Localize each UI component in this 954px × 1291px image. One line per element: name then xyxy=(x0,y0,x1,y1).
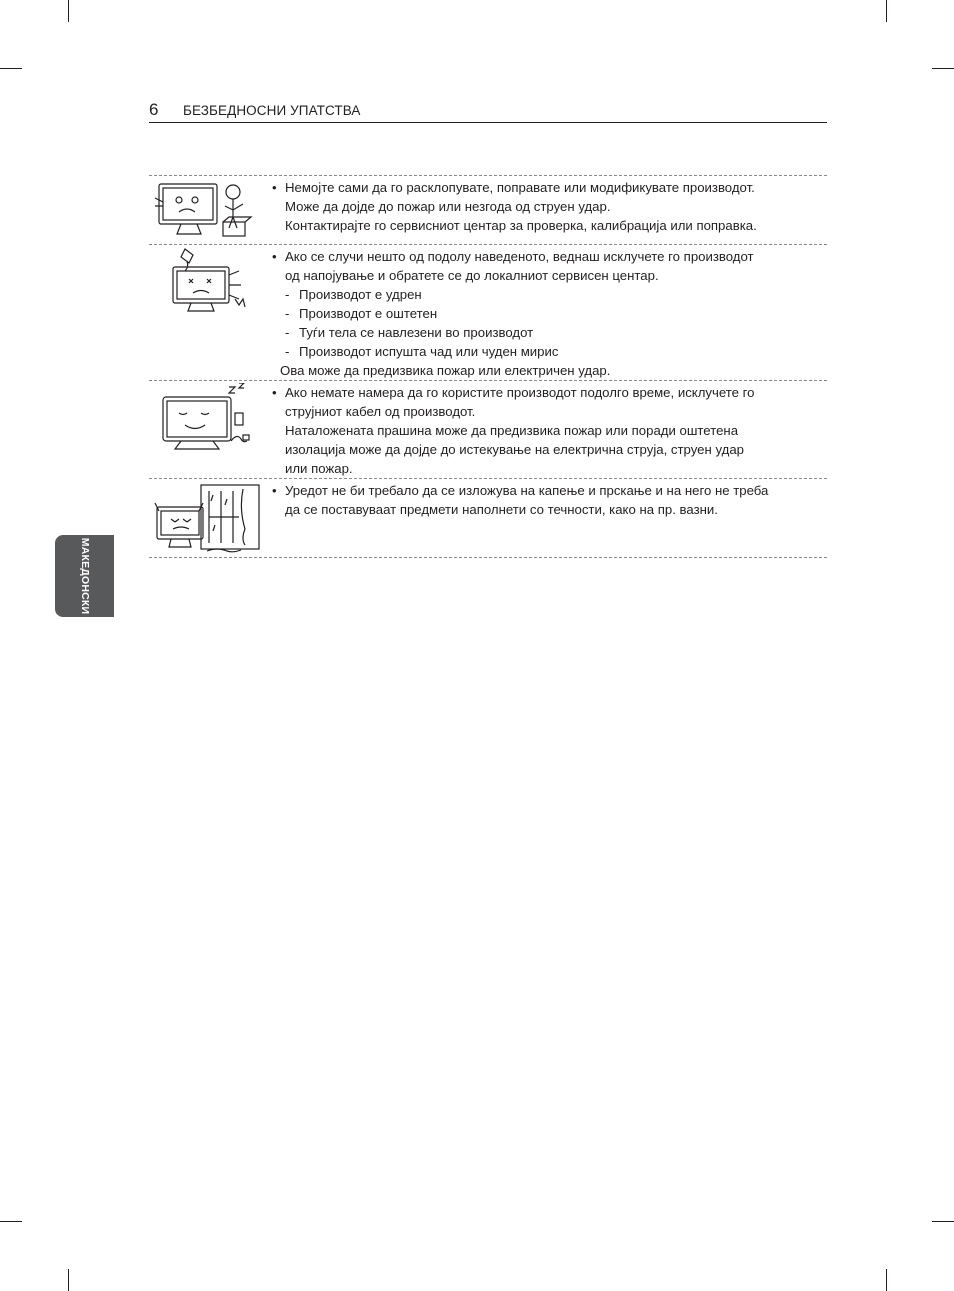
damaged-tv-icon xyxy=(151,247,261,317)
warning-row xyxy=(149,245,827,381)
warning-sub-item: - Туѓи тела се навлезени во производот xyxy=(270,323,827,342)
page-header xyxy=(149,100,827,123)
crop-mark xyxy=(68,1269,69,1291)
warning-row xyxy=(149,381,827,479)
warning-note: Ова може да предизвика пожар или електричен удар. xyxy=(280,363,611,378)
language-tab xyxy=(55,535,114,617)
page-title: БЕЗБЕДНОСНИ УПАТСТВА xyxy=(183,103,361,118)
tv-near-window-rain-icon xyxy=(151,481,261,555)
crop-mark xyxy=(68,0,69,22)
warning-line: Може да дојде до пожар или незгода од струен удар. xyxy=(285,199,611,214)
page-number: 6 xyxy=(149,100,159,119)
warning-line: од напојување и обратете се до локалниот сервисен центар. xyxy=(285,268,659,283)
warning-bullet: • Немојте сами да го расклопувате, поправате или модификувате производот. xyxy=(270,178,827,197)
warning-row xyxy=(149,176,827,245)
warning-line: Наталожената прашина може да предизвика пожар или поради оштетена xyxy=(285,423,739,438)
warning-sub-item: - Производот е оштетен xyxy=(270,304,827,323)
warning-sub-item: - Производот е удрен xyxy=(270,285,827,304)
warning-line: или пожар. xyxy=(285,461,353,476)
warning-line: струјниот кабел од производот. xyxy=(285,404,476,419)
crop-mark xyxy=(932,68,954,69)
warning-bullet: • Уредот не би требало да се изложува на капење и прскање и на него не треба xyxy=(270,481,827,500)
warning-line: да се поставуваат предмети наполнети со течности, како на пр. вазни. xyxy=(285,502,718,517)
unplugged-sleeping-tv-icon xyxy=(151,383,261,453)
crop-mark xyxy=(886,0,887,22)
safety-instructions-table xyxy=(149,175,827,558)
person-disassembling-tv-icon xyxy=(151,178,261,242)
crop-mark xyxy=(0,68,22,69)
crop-mark xyxy=(886,1269,887,1291)
crop-mark xyxy=(932,1221,954,1222)
warning-line: Контактирајте го сервисниот центар за проверка, калибрација или поправка. xyxy=(285,218,757,233)
crop-mark xyxy=(0,1221,22,1222)
warning-bullet: • Ако немате намера да го користите производот подолго време, исклучете го xyxy=(270,383,827,402)
warning-sub-item: - Производот испушта чад или чуден мирис xyxy=(270,342,827,361)
warning-row xyxy=(149,479,827,558)
warning-line: изолација може да дојде до истекување на електрична струја, струен удар xyxy=(285,442,744,457)
warning-bullet: • Ако се случи нешто од подолу наведеното, веднаш исклучете го производот xyxy=(270,247,827,266)
language-tab-label: МАКЕДОНСКИ xyxy=(78,537,91,615)
